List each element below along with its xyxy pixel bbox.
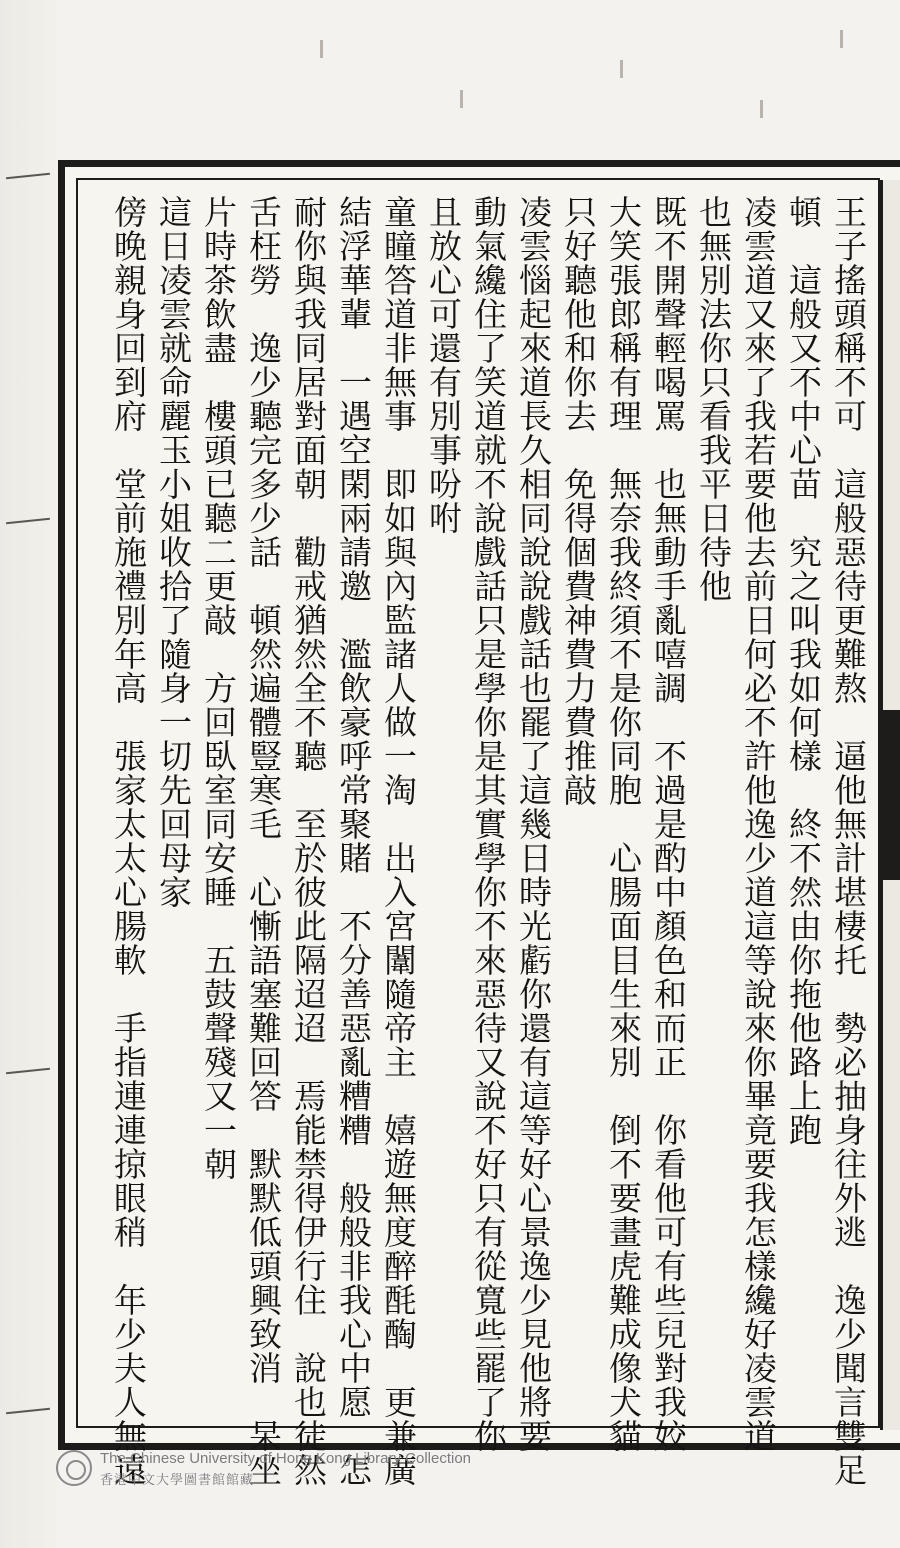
text-column-11: 童瞳答道非無事 即如與內監諸人做一淘 出入宮闈隨帝主 嬉遊無度醉酕醄 更兼廣 (379, 195, 418, 1487)
watermark-chinese: 香港中文大學圖書館館藏 (100, 1473, 255, 1488)
stitch-mark (6, 1068, 50, 1075)
text-column-6: 大笑張郎稱有理 無奈我終須不是你同胞 心腸面目生來別 倒不要畫虎難成像犬貓 (604, 195, 643, 1453)
text-column-3: 凌雲道又來了我若要他去前日何必不許他逸少道這等說來你畢竟要我怎樣纔好凌雲道 (739, 195, 778, 1453)
text-column-1: 王子搖頭稱不可 這般惡待更難熬 逼他無計堪棲托 勢必抽身往外逃 逸少聞言雙足 (829, 195, 868, 1487)
text-column-8: 凌雲惱起來道長久相同說說戲話也罷了這幾日時光虧你還有這等好心景逸少見他將要 (514, 195, 553, 1453)
text-column-5: 既不開聲輕喝罵 也無動手亂嘻調 不過是酌中顏色和而正 你看他可有些兒對我姣 (649, 195, 688, 1453)
text-column-7: 只好聽他和你去 免得個費神費力費推敲 (559, 195, 598, 807)
fold-margin-strip (880, 180, 900, 1430)
watermark-english: The Chinese University of Hong Kong Library Collection (100, 1450, 472, 1467)
text-column-2: 頓 這般又不中心苗 究之叫我如何樣 終不然由你拖他路上跑 (784, 195, 823, 1147)
text-column-15: 片時茶飲盡 樓頭已聽二更敲 方回臥室同安睡 五鼓聲殘又一朝 (199, 195, 238, 1181)
stitch-mark (6, 173, 50, 180)
text-column-14: 舌枉勞 逸少聽完多少話 頓然遍體豎寒毛 心慚語塞難回答 默默低頭興致消 呆坐 (244, 195, 283, 1487)
page-binding-margin (0, 0, 58, 1548)
text-column-10: 且放心可還有別事吩咐 (424, 195, 463, 535)
text-column-9: 動氣纔住了笑道就不說戲話只是學你是其實學你不來惡待又說不好只有從寬些罷了你 (469, 195, 508, 1453)
cuhk-seal-icon (56, 1450, 92, 1486)
stitch-mark (6, 1408, 50, 1415)
bleed-through-marks (200, 0, 900, 150)
library-watermark (56, 1448, 556, 1488)
text-column-16: 這日凌雲就命麗玉小姐收拾了隨身一切先回母家 (154, 195, 193, 909)
text-column-17: 傍晚親身回到府 堂前施禮別年高 張家太太心腸軟 手指連連掠眼稍 年少夫人無遠 (109, 195, 148, 1487)
text-column-12: 結浮華輩 一遇空閑兩請邀 濫飲豪呼常聚賭 不分善惡亂糟糟 般般非我心中愿 怎 (334, 195, 373, 1487)
fold-margin-block (883, 710, 900, 880)
stitch-mark (6, 518, 50, 525)
text-column-4: 也無別法你只看我平日待他 (694, 195, 733, 603)
text-column-13: 耐你與我同居對面朝 勸戒猶然全不聽 至於彼此隔迢迢 焉能禁得伊行住 說也徒然 (289, 195, 328, 1487)
